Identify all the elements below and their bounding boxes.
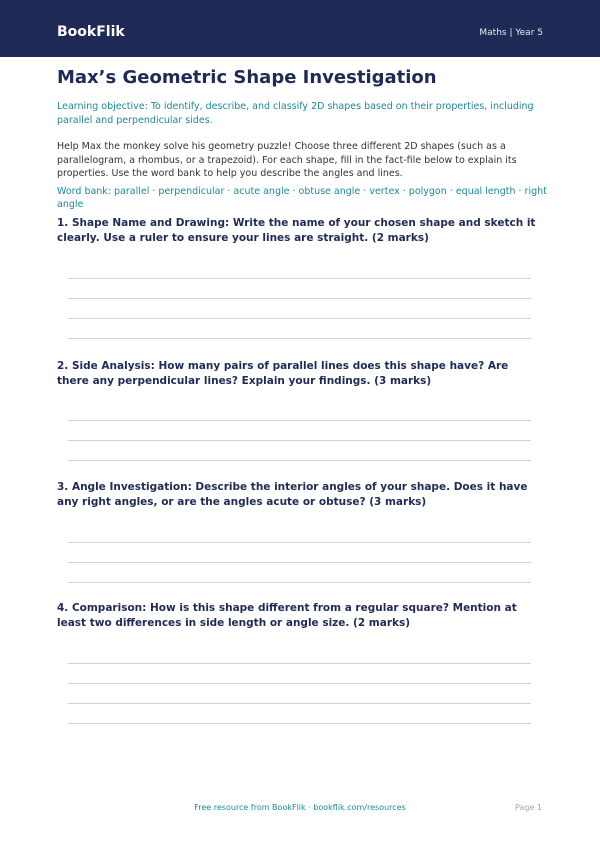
answer-line[interactable]: [68, 460, 531, 461]
answer-line[interactable]: [68, 703, 531, 704]
header-bar: [0, 0, 600, 57]
question-4: 4. Comparison: How is this shape different from a regular square? Mention at least two differences in side length or angle size. (2 marks): [57, 602, 517, 629]
intro-text: Help Max the monkey solve his geometry puzzle! Choose three different 2D shapes (such as a parallelogram, a rhombus, or a trapezoid). For each shape, fill in the fact-file below to explain its properties. Use the word bank to help you describe the angles and lines.: [57, 141, 517, 179]
answer-line[interactable]: [68, 440, 531, 441]
question-2: 2. Side Analysis: How many pairs of parallel lines does this shape have? Are there any perpendicular lines? Explain your findings. (3 marks): [57, 360, 509, 387]
question-3: 3. Angle Investigation: Describe the interior angles of your shape. Does it have any right angles, or are the angles acute or obtuse? (3 marks): [57, 481, 528, 508]
question-1: 1. Shape Name and Drawing: Write the name of your chosen shape and sketch it clearly. Use a ruler to ensure your lines are straight. (2 marks): [57, 217, 536, 244]
answer-line[interactable]: [68, 582, 531, 583]
answer-line[interactable]: [68, 542, 531, 543]
answer-line[interactable]: [68, 723, 531, 724]
answer-line[interactable]: [68, 278, 531, 279]
learning-objective: Learning objective: To identify, describe, and classify 2D shapes based on their properties, including parallel and perpendicular sides.: [57, 101, 534, 126]
answer-line[interactable]: [68, 420, 531, 421]
answer-line[interactable]: [68, 338, 531, 339]
answer-line[interactable]: [68, 683, 531, 684]
answer-line[interactable]: [68, 298, 531, 299]
page-number: Page 1: [515, 803, 542, 812]
answer-line[interactable]: [68, 318, 531, 319]
answer-line[interactable]: [68, 663, 531, 664]
subject-year-label: Maths | Year 5: [479, 28, 543, 38]
footer-resource-text: Free resource from BookFlik · bookflik.com/resources: [194, 803, 406, 812]
page-title: Max’s Geometric Shape Investigation: [57, 67, 437, 88]
answer-line[interactable]: [68, 562, 531, 563]
brand-logo-text: BookFlik: [57, 24, 125, 40]
word-bank: Word bank: parallel · perpendicular · acute angle · obtuse angle · vertex · polygon · equal length · right angle: [57, 186, 547, 210]
